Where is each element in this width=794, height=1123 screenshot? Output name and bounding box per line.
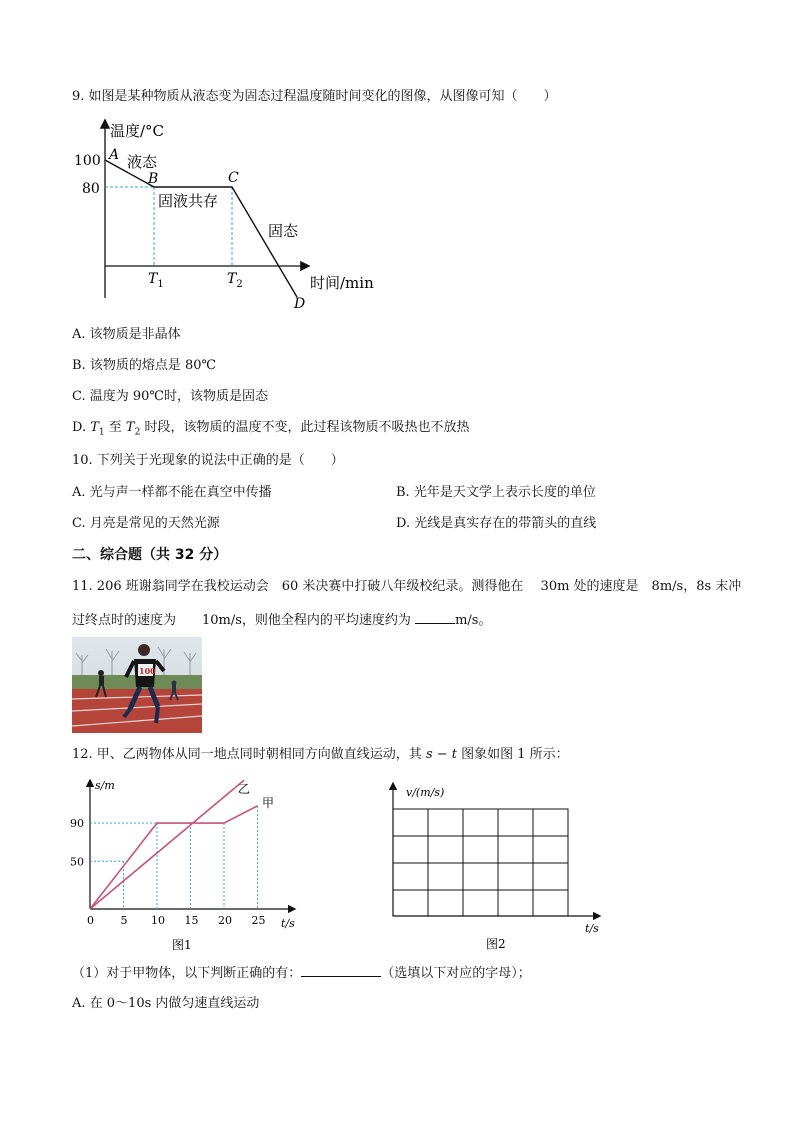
q9-option-c[interactable]: C. 温度为 90℃时，该物质是固态 [72,389,268,404]
y-axis-label: 温度/°C [110,122,165,140]
fig1-x-tick-15: 15 [184,914,199,927]
fig1-x-tick-10: 10 [151,914,165,927]
fig1-series-line-jia [90,780,244,909]
figure2-vt-grid [380,782,610,957]
fig1-series-yi-label: 乙 [238,782,251,796]
fig1-x-tick-0: 0 [87,914,94,927]
q11-line2 [72,610,491,630]
q12-sub1-answer-blank[interactable] [301,963,381,977]
q9-option-d-t2-sub: 2 [134,427,141,438]
fig2-grid [393,809,568,916]
q11-line2-suffix: m/s。 [455,613,492,628]
q10-option-d[interactable]: D. 光线是真实存在的带箭头的直线 [396,516,597,531]
q10-option-a[interactable]: A. 光与声一样都不能在真空中传播 [72,485,272,500]
fig1-caption: 图1 [172,938,192,952]
q12-stem-math: s − t [425,747,458,762]
figure1-st-chart [58,775,308,955]
q9-cooling-graph [72,115,392,315]
q10-option-b[interactable]: B. 光年是天文学上表示长度的单位 [396,485,596,500]
q9-option-d-mid: 至 [104,420,126,435]
fig1-y-tick-90: 90 [70,817,84,831]
q12-stem-suffix: 图象如图 1 所示： [457,747,569,762]
q9-stem: 9. 如图是某种物质从液态变为固态过程温度随时间变化的图像，从图像可知（ ） [72,89,557,104]
fig1-y-label: s/m [95,779,115,792]
fig2-y-label: v/(m/s) [406,786,445,799]
tick-t1: $T_1$ [148,271,164,290]
q10-option-c[interactable]: C. 月亮是常见的天然光源 [72,516,220,531]
x-axis-label: 时间/min [310,274,374,292]
point-B: B [148,171,159,187]
fig1-y-tick-50: 50 [70,855,84,869]
sprinter-photo [72,637,202,733]
tick-80: 80 [82,181,100,197]
q12-option-a[interactable]: A. 在 0～10s 内做匀速直线运动 [72,996,260,1011]
q11-line2-prefix: 过终点时的速度为 10m/s，则他全程内的平均速度约为 [72,613,416,628]
fig1-x-label: t/s [281,917,295,930]
q10-stem: 10. 下列关于光现象的说法中正确的是（ ） [72,453,344,468]
q9-option-d-t1: T [90,420,99,435]
fig1-series-jia-label: 甲 [262,796,275,810]
q11-answer-blank[interactable] [415,610,455,624]
q9-option-a[interactable]: A. 该物质是非晶体 [72,327,181,342]
fig1-x-tick-5: 5 [120,914,128,927]
fig1-x-tick-25: 25 [251,914,266,927]
q9-option-d-t1-sub: 1 [98,427,105,438]
q9-option-d-suffix: 时段，该物质的温度不变，此过程该物质不吸热也不放热 [140,420,470,435]
point-D: D [294,296,306,312]
runner-bib: 100 [139,666,156,676]
q9-option-d[interactable] [72,419,469,442]
region-liquid: 液态 [127,153,158,171]
q9-option-d-t2: T [125,420,135,435]
region-mixed: 固液共存 [158,192,219,210]
q9-option-b[interactable]: B. 该物质的熔点是 80℃ [72,358,217,373]
q12-stem [72,746,569,764]
q12-stem-prefix: 12. 甲、乙两物体从同一地点同时朝相同方向做直线运动，其 [72,747,426,762]
fig1-x-tick-20: 20 [218,914,232,927]
point-C: C [228,170,239,186]
q12-sub1 [72,963,531,983]
region-solid: 固态 [268,222,299,240]
q12-sub1-suffix: （选填以下对应的字母）； [381,966,531,981]
fig2-caption: 图2 [486,937,506,951]
q9-option-d-prefix: D. [72,420,91,435]
tick-t2: $T_2$ [227,271,243,290]
point-A: A [109,147,120,163]
fig2-x-label: t/s [585,922,599,935]
q12-sub1-prefix: （1）对于甲物体，以下判断正确的有： [72,966,302,981]
section-heading: 二、综合题（共 32 分） [72,547,228,563]
q11-line1: 11. 206 班谢翁同学在我校运动会 60 米决赛中打破八年级校纪录。测得他在 30m 处的速度是 8m/s，8s 末冲 [72,579,742,594]
tick-100: 100 [74,153,101,169]
fig1-series-line-yi [90,806,258,909]
